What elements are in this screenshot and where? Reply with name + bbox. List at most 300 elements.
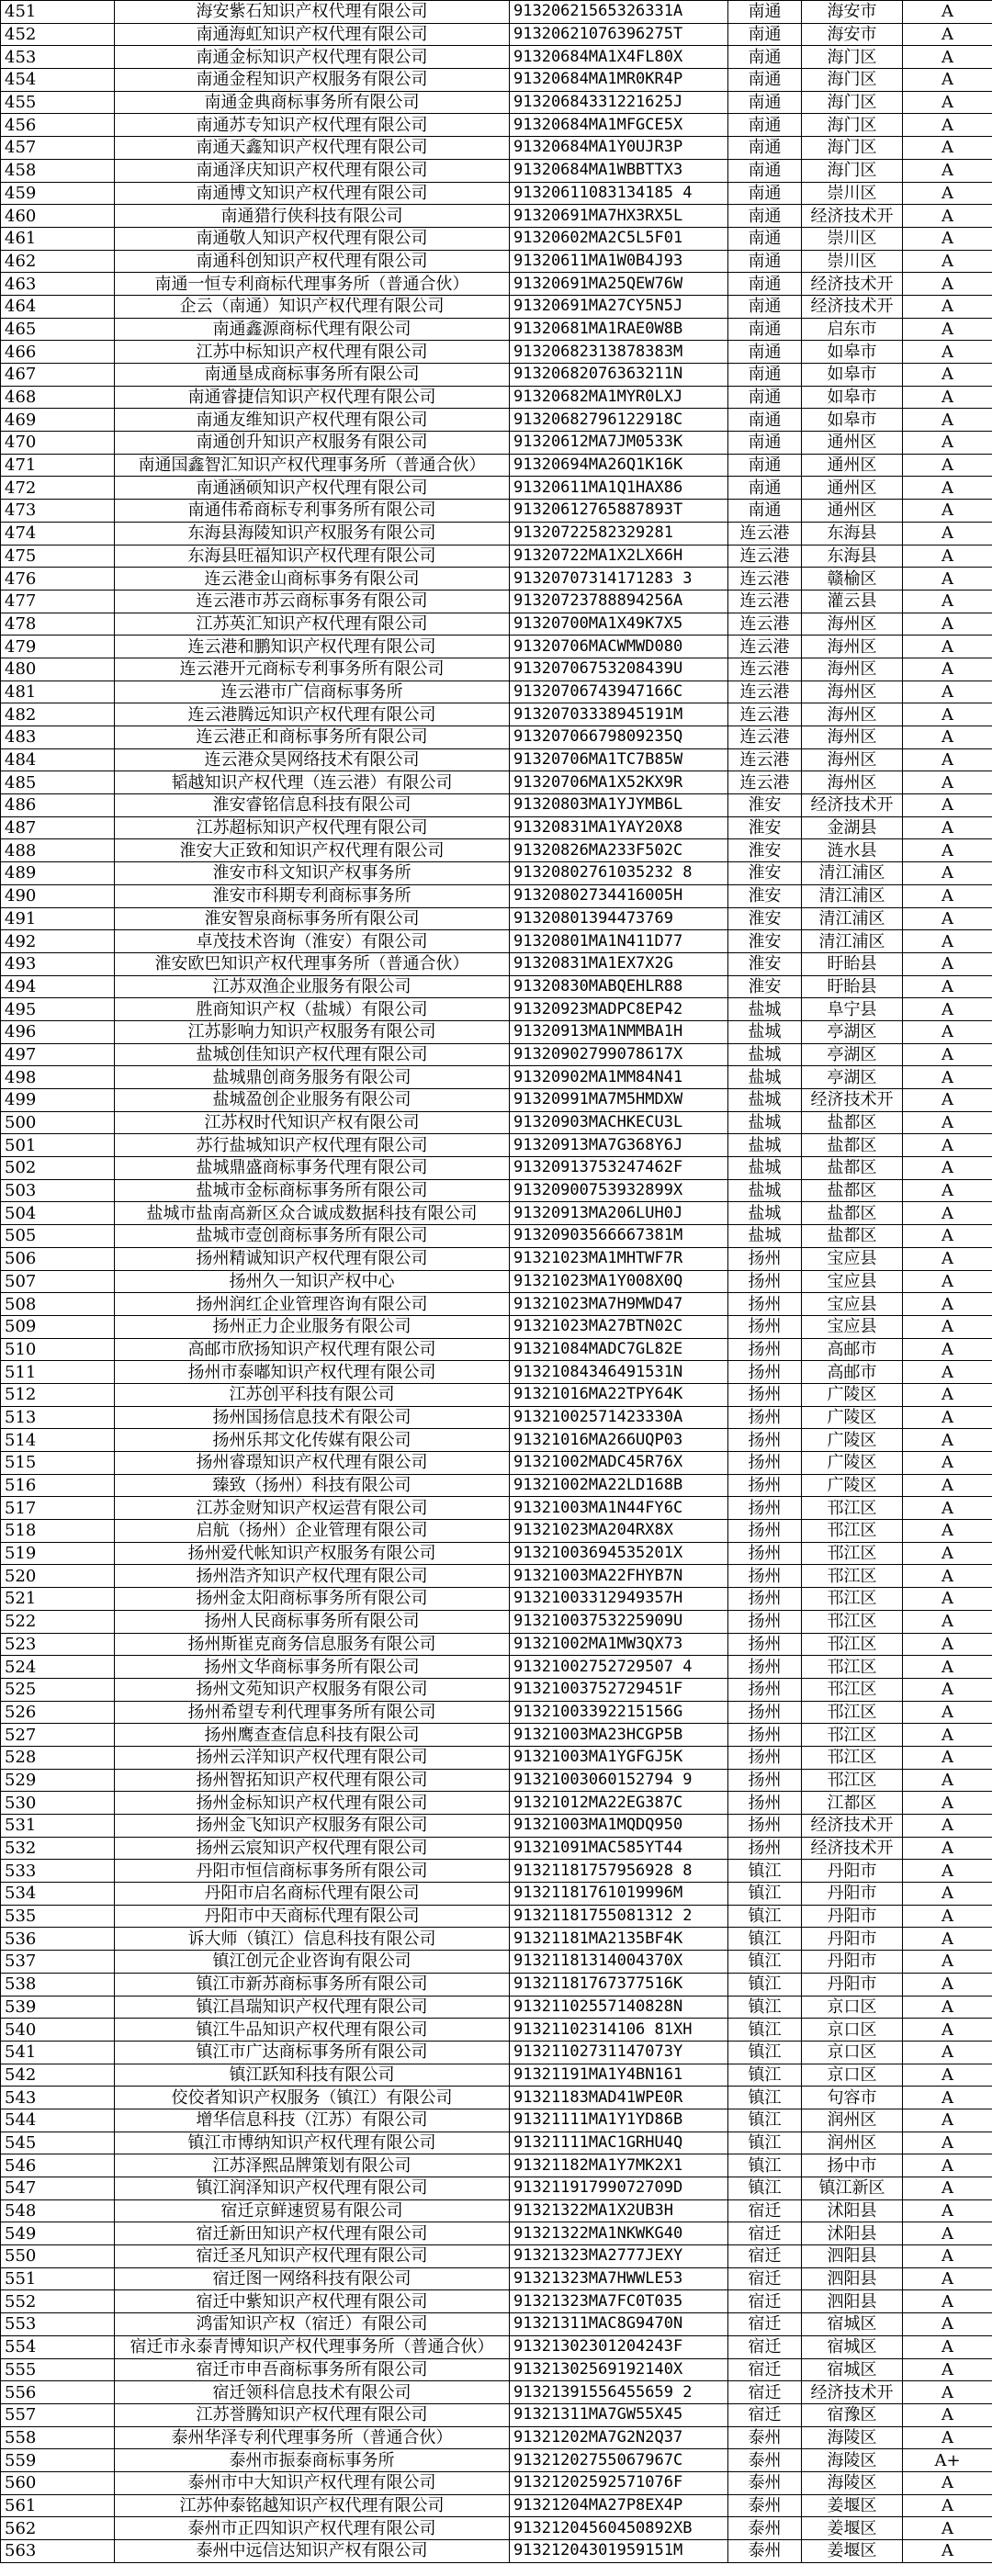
city-cell: 南通 — [728, 295, 802, 318]
row-index-cell: 531 — [1, 1815, 115, 1838]
rating-cell: A — [903, 1883, 992, 1906]
rating-cell: A — [903, 2381, 992, 2404]
table-row — [1, 1134, 992, 1157]
row-index-cell: 474 — [1, 522, 115, 545]
agency-name-cell: 盐城市金标商标事务所有限公司 — [115, 1179, 510, 1202]
table-row — [1, 273, 992, 296]
agency-name-cell: 江苏双渔企业服务有限公司 — [115, 975, 510, 998]
agency-name-cell: 盐城市壹创商标事务所有限公司 — [115, 1225, 510, 1248]
district-cell: 高邮市 — [802, 1338, 903, 1361]
table-row — [1, 1202, 992, 1225]
district-cell: 盱眙县 — [802, 952, 903, 975]
city-cell: 扬州 — [728, 1792, 802, 1815]
table-row — [1, 568, 992, 591]
city-cell: 泰州 — [728, 2517, 802, 2540]
row-index-cell: 509 — [1, 1315, 115, 1338]
district-cell: 广陵区 — [802, 1429, 903, 1452]
agency-name-cell: 连云港和鹏知识产权代理有限公司 — [115, 636, 510, 658]
agency-name-cell: 江苏誉腾知识产权代理有限公司 — [115, 2403, 510, 2426]
credit-code-cell: 91321003MA22FHYB7N — [510, 1565, 728, 1588]
rating-cell: A — [903, 2222, 992, 2245]
credit-code-cell: 91321322MA1NKWKG40 — [510, 2222, 728, 2245]
table-row — [1, 794, 992, 817]
city-cell: 镇江 — [728, 1883, 802, 1906]
row-index-cell: 553 — [1, 2313, 115, 2336]
table-row — [1, 703, 992, 726]
agency-name-cell: 宿迁市申吾商标事务所有限公司 — [115, 2358, 510, 2381]
credit-code-cell: 91320900753932899X — [510, 1179, 728, 1202]
table-row — [1, 364, 992, 387]
city-cell: 扬州 — [728, 1610, 802, 1633]
rating-cell: A — [903, 2290, 992, 2313]
row-index-cell: 479 — [1, 636, 115, 658]
district-cell: 邗江区 — [802, 1588, 903, 1611]
rating-cell: A — [903, 182, 992, 205]
row-index-cell: 533 — [1, 1860, 115, 1883]
rating-cell: A — [903, 159, 992, 182]
table-row — [1, 1043, 992, 1066]
district-cell: 邗江区 — [802, 1610, 903, 1633]
row-index-cell: 526 — [1, 1701, 115, 1724]
row-index-cell: 510 — [1, 1338, 115, 1361]
city-cell: 盐城 — [728, 1202, 802, 1225]
agency-name-cell: 连云港市广信商标事务所 — [115, 681, 510, 703]
district-cell: 经济技术开 — [802, 205, 903, 228]
city-cell: 泰州 — [728, 2426, 802, 2449]
city-cell: 南通 — [728, 341, 802, 364]
table-row — [1, 2381, 992, 2404]
row-index-cell: 549 — [1, 2222, 115, 2245]
agency-name-cell: 南通鑫源商标代理有限公司 — [115, 318, 510, 341]
table-row — [1, 1792, 992, 1815]
district-cell: 扬中市 — [802, 2154, 903, 2177]
credit-code-cell: 91320801394473769 — [510, 907, 728, 930]
rating-cell: A — [903, 2403, 992, 2426]
credit-code-cell: 91321003312949357H — [510, 1588, 728, 1611]
row-index-cell: 530 — [1, 1792, 115, 1815]
credit-code-cell: 91320684331221625J — [510, 91, 728, 114]
city-cell: 南通 — [728, 318, 802, 341]
row-index-cell: 558 — [1, 2426, 115, 2449]
district-cell: 宝应县 — [802, 1270, 903, 1293]
district-cell: 句容市 — [802, 2087, 903, 2109]
agency-name-cell: 盐城鼎盛商标事务代理有限公司 — [115, 1157, 510, 1180]
credit-code-cell: 91321023MA27BTN02C — [510, 1315, 728, 1338]
rating-cell: A — [903, 1610, 992, 1633]
city-cell: 宿迁 — [728, 2313, 802, 2336]
table-row — [1, 726, 992, 749]
rating-cell: A — [903, 2494, 992, 2517]
city-cell: 扬州 — [728, 1406, 802, 1429]
city-cell: 扬州 — [728, 1293, 802, 1316]
row-index-cell: 472 — [1, 477, 115, 500]
table-row — [1, 386, 992, 409]
table-row — [1, 454, 992, 477]
district-cell: 邗江区 — [802, 1633, 903, 1656]
city-cell: 连云港 — [728, 568, 802, 591]
city-cell: 南通 — [728, 23, 802, 46]
district-cell: 广陵区 — [802, 1383, 903, 1406]
city-cell: 盐城 — [728, 1179, 802, 1202]
table-row — [1, 658, 992, 681]
credit-code-cell: 91320682076363211N — [510, 364, 728, 387]
table-row — [1, 2199, 992, 2222]
rating-cell: A — [903, 1701, 992, 1724]
row-index-cell: 556 — [1, 2381, 115, 2404]
row-index-cell: 470 — [1, 432, 115, 455]
agency-name-cell: 宿迁新田知识产权代理有限公司 — [115, 2222, 510, 2245]
city-cell: 扬州 — [728, 1837, 802, 1860]
rating-cell: A — [903, 137, 992, 160]
district-cell: 海州区 — [802, 681, 903, 703]
city-cell: 南通 — [728, 227, 802, 250]
district-cell: 崇川区 — [802, 227, 903, 250]
row-index-cell: 542 — [1, 2064, 115, 2087]
rating-cell: A — [903, 1452, 992, 1475]
city-cell: 扬州 — [728, 1520, 802, 1543]
row-index-cell: 458 — [1, 159, 115, 182]
table-row — [1, 2471, 992, 2494]
credit-code-cell: 91320691MA7HX3RX5L — [510, 205, 728, 228]
rating-cell: A — [903, 1905, 992, 1928]
agency-name-cell: 连云港开元商标专利事务所有限公司 — [115, 658, 510, 681]
row-index-cell: 486 — [1, 794, 115, 817]
table-row — [1, 522, 992, 545]
district-cell: 沭阳县 — [802, 2222, 903, 2245]
rating-cell: A — [903, 454, 992, 477]
table-row — [1, 1565, 992, 1588]
district-cell: 亭湖区 — [802, 1043, 903, 1066]
rating-cell: A — [903, 613, 992, 636]
table-row — [1, 1338, 992, 1361]
table-row — [1, 1542, 992, 1565]
agency-name-cell: 南通泽庆知识产权代理有限公司 — [115, 159, 510, 182]
credit-code-cell: 91321181755081312 2 — [510, 1905, 728, 1928]
agency-name-cell: 江苏超标知识产权代理有限公司 — [115, 816, 510, 839]
agency-name-cell: 南通海虹知识产权代理有限公司 — [115, 23, 510, 46]
credit-code-cell: 91321202592571076F — [510, 2471, 728, 2494]
rating-cell: A — [903, 2154, 992, 2177]
rating-cell: A — [903, 2335, 992, 2358]
table-row — [1, 69, 992, 92]
row-index-cell: 529 — [1, 1769, 115, 1792]
row-index-cell: 485 — [1, 771, 115, 794]
row-index-cell: 522 — [1, 1610, 115, 1633]
city-cell: 南通 — [728, 205, 802, 228]
rating-cell: A — [903, 545, 992, 568]
agency-name-cell: 韬越知识产权代理（连云港）有限公司 — [115, 771, 510, 794]
city-cell: 南通 — [728, 182, 802, 205]
row-index-cell: 477 — [1, 590, 115, 613]
district-cell: 东海县 — [802, 522, 903, 545]
city-cell: 扬州 — [728, 1474, 802, 1497]
rating-cell: A — [903, 658, 992, 681]
credit-code-cell: 91320682313878383M — [510, 341, 728, 364]
rating-cell: A — [903, 114, 992, 137]
row-index-cell: 512 — [1, 1383, 115, 1406]
credit-code-cell: 91321023MA1Y008X0Q — [510, 1270, 728, 1293]
row-index-cell: 504 — [1, 1202, 115, 1225]
city-cell: 南通 — [728, 46, 802, 69]
city-cell: 泰州 — [728, 2494, 802, 2517]
city-cell: 连云港 — [728, 636, 802, 658]
city-cell: 宿迁 — [728, 2358, 802, 2381]
row-index-cell: 459 — [1, 182, 115, 205]
city-cell: 扬州 — [728, 1452, 802, 1475]
district-cell: 亭湖区 — [802, 1020, 903, 1043]
credit-code-cell: 91320706MA1TC7B85W — [510, 748, 728, 771]
credit-code-cell: 91320611MA1Q1HAX86 — [510, 477, 728, 500]
district-cell: 泗阳县 — [802, 2267, 903, 2290]
city-cell: 淮安 — [728, 862, 802, 885]
agency-name-cell: 泰州市中大知识产权代理有限公司 — [115, 2471, 510, 2494]
credit-code-cell: 91320831MA1YAY20X8 — [510, 816, 728, 839]
rating-cell: A — [903, 1724, 992, 1747]
district-cell: 清江浦区 — [802, 884, 903, 907]
district-cell: 海州区 — [802, 726, 903, 749]
credit-code-cell: 91320706MACWMWD080 — [510, 636, 728, 658]
row-index-cell: 537 — [1, 1951, 115, 1974]
district-cell: 姜堰区 — [802, 2494, 903, 2517]
agency-name-cell: 镇江市博纳知识产权代理有限公司 — [115, 2132, 510, 2154]
agency-name-cell: 连云港腾远知识产权代理有限公司 — [115, 703, 510, 726]
agency-name-cell: 宿迁圣凡知识产权代理有限公司 — [115, 2245, 510, 2268]
district-cell: 泗阳县 — [802, 2290, 903, 2313]
credit-code-cell: 91320700MA1X49K7X5 — [510, 613, 728, 636]
table-row — [1, 2540, 992, 2563]
district-cell: 邗江区 — [802, 1746, 903, 1769]
credit-code-cell: 91320682796122918C — [510, 409, 728, 432]
credit-code-cell: 91321002571423330A — [510, 1406, 728, 1429]
table-row — [1, 2358, 992, 2381]
row-index-cell: 482 — [1, 703, 115, 726]
credit-code-cell: 91321012MA22EG387C — [510, 1792, 728, 1815]
table-row — [1, 1883, 992, 1906]
rating-cell: A — [903, 341, 992, 364]
rating-cell: A — [903, 432, 992, 455]
district-cell: 海州区 — [802, 636, 903, 658]
city-cell: 泰州 — [728, 2449, 802, 2472]
city-cell: 连云港 — [728, 522, 802, 545]
row-index-cell: 559 — [1, 2449, 115, 2472]
row-index-cell: 469 — [1, 409, 115, 432]
city-cell: 扬州 — [728, 1588, 802, 1611]
agency-name-cell: 江苏英汇知识产权代理有限公司 — [115, 613, 510, 636]
row-index-cell: 481 — [1, 681, 115, 703]
agency-name-cell: 泰州市正四知识产权代理有限公司 — [115, 2517, 510, 2540]
agency-name-cell: 扬州久一知识产权中心 — [115, 1270, 510, 1293]
agency-name-cell: 苏行盐城知识产权代理有限公司 — [115, 1134, 510, 1157]
rating-cell: A — [903, 2064, 992, 2087]
row-index-cell: 493 — [1, 952, 115, 975]
table-row — [1, 1769, 992, 1792]
district-cell: 如皋市 — [802, 341, 903, 364]
rating-cell: A — [903, 1951, 992, 1974]
city-cell: 南通 — [728, 364, 802, 387]
city-cell: 淮安 — [728, 907, 802, 930]
row-index-cell: 524 — [1, 1656, 115, 1679]
row-index-cell: 508 — [1, 1293, 115, 1316]
rating-cell: A — [903, 1293, 992, 1316]
table-row — [1, 1315, 992, 1338]
credit-code-cell: 91321323MA7FC0T035 — [510, 2290, 728, 2313]
rating-cell: A — [903, 681, 992, 703]
city-cell: 盐城 — [728, 1111, 802, 1134]
table-row — [1, 1497, 992, 1520]
table-row — [1, 2494, 992, 2517]
rating-cell: A — [903, 1815, 992, 1838]
credit-code-cell: 91321003MA1MQDQ950 — [510, 1815, 728, 1838]
district-cell: 润州区 — [802, 2132, 903, 2154]
agency-name-cell: 连云港正和商标事务所有限公司 — [115, 726, 510, 749]
credit-code-cell: 91321023MA204RX8X — [510, 1520, 728, 1543]
city-cell: 镇江 — [728, 1905, 802, 1928]
credit-code-cell: 91320802734416005H — [510, 884, 728, 907]
district-cell: 灌云县 — [802, 590, 903, 613]
row-index-cell: 490 — [1, 884, 115, 907]
rating-cell: A — [903, 884, 992, 907]
table-row — [1, 952, 992, 975]
credit-code-cell: 91320602MA2C5L5F01 — [510, 227, 728, 250]
credit-code-cell: 91321183MAD41WPE0R — [510, 2087, 728, 2109]
credit-code-cell: 91321084346491531N — [510, 1361, 728, 1384]
rating-cell: A — [903, 318, 992, 341]
agency-name-cell: 企云（南通）知识产权代理有限公司 — [115, 295, 510, 318]
city-cell: 扬州 — [728, 1542, 802, 1565]
credit-code-cell: 91321023MA7H9MWD47 — [510, 1293, 728, 1316]
city-cell: 扬州 — [728, 1724, 802, 1747]
table-row — [1, 2154, 992, 2177]
rating-cell: A — [903, 2087, 992, 2109]
city-cell: 南通 — [728, 1, 802, 24]
district-cell: 涟水县 — [802, 839, 903, 862]
table-row — [1, 1474, 992, 1497]
agency-name-cell: 南通创升知识产权服务有限公司 — [115, 432, 510, 455]
agency-name-cell: 镇江牛品知识产权代理有限公司 — [115, 2019, 510, 2042]
table-row — [1, 2041, 992, 2064]
district-cell: 通州区 — [802, 432, 903, 455]
rating-cell: A — [903, 1497, 992, 1520]
district-cell: 京口区 — [802, 2041, 903, 2064]
district-cell: 海州区 — [802, 658, 903, 681]
credit-code-cell: 91321191MA1Y4BN161 — [510, 2064, 728, 2087]
rating-cell: A — [903, 1746, 992, 1769]
rating-cell: A — [903, 816, 992, 839]
agency-name-cell: 盐城创佳知识产权代理有限公司 — [115, 1043, 510, 1066]
rating-cell: A — [903, 839, 992, 862]
rating-cell: A — [903, 1996, 992, 2019]
district-cell: 江都区 — [802, 1792, 903, 1815]
credit-code-cell: 91321003MA1N44FY6C — [510, 1497, 728, 1520]
city-cell: 盐城 — [728, 1066, 802, 1089]
table-row — [1, 46, 992, 69]
district-cell: 盐都区 — [802, 1179, 903, 1202]
row-index-cell: 527 — [1, 1724, 115, 1747]
row-index-cell: 523 — [1, 1633, 115, 1656]
agency-name-cell: 扬州云洋知识产权代理有限公司 — [115, 1746, 510, 1769]
rating-cell: A — [903, 250, 992, 273]
credit-code-cell: 91321003752729451F — [510, 1678, 728, 1701]
credit-code-cell: 91321302569192140X — [510, 2358, 728, 2381]
credit-code-cell: 91320826MA233F502C — [510, 839, 728, 862]
credit-code-cell: 91320681MA1RAE0W8B — [510, 318, 728, 341]
table-row — [1, 907, 992, 930]
credit-code-cell: 91320612765887893T — [510, 500, 728, 523]
credit-code-cell: 91321311MAC8G9470N — [510, 2313, 728, 2336]
agency-name-cell: 南通金典商标事务所有限公司 — [115, 91, 510, 114]
district-cell: 通州区 — [802, 477, 903, 500]
row-index-cell: 561 — [1, 2494, 115, 2517]
agency-name-cell: 扬州人民商标事务所有限公司 — [115, 1610, 510, 1633]
credit-code-cell: 91320611083134185 4 — [510, 182, 728, 205]
rating-cell: A — [903, 952, 992, 975]
rating-cell: A — [903, 1043, 992, 1066]
credit-code-cell: 91321003MA1YGFGJ5K — [510, 1746, 728, 1769]
row-index-cell: 499 — [1, 1089, 115, 1112]
city-cell: 连云港 — [728, 613, 802, 636]
table-row — [1, 1270, 992, 1293]
agency-name-cell: 丹阳市恒信商标事务所有限公司 — [115, 1860, 510, 1883]
rating-cell: A — [903, 1270, 992, 1293]
district-cell: 海州区 — [802, 613, 903, 636]
credit-code-cell: 91320684MA1WBBTTX3 — [510, 159, 728, 182]
table-row — [1, 681, 992, 703]
agency-name-cell: 诉大师（镇江）信息科技有限公司 — [115, 1928, 510, 1951]
credit-code-cell: 91320723788894256A — [510, 590, 728, 613]
row-index-cell: 554 — [1, 2335, 115, 2358]
table-row — [1, 1089, 992, 1112]
city-cell: 连云港 — [728, 681, 802, 703]
table-row — [1, 1361, 992, 1384]
agency-name-cell: 卓茂技术咨询（淮安）有限公司 — [115, 930, 510, 953]
row-index-cell: 484 — [1, 748, 115, 771]
district-cell: 宝应县 — [802, 1293, 903, 1316]
rating-cell: A — [903, 1157, 992, 1180]
table-row — [1, 1724, 992, 1747]
table-row — [1, 1111, 992, 1134]
rating-cell: A — [903, 1678, 992, 1701]
credit-code-cell: 91320903566667381M — [510, 1225, 728, 1248]
rating-cell: A — [903, 1474, 992, 1497]
row-index-cell: 476 — [1, 568, 115, 591]
district-cell: 经济技术开 — [802, 295, 903, 318]
agency-name-cell: 南通天鑫知识产权代理有限公司 — [115, 137, 510, 160]
row-index-cell: 460 — [1, 205, 115, 228]
city-cell: 盐城 — [728, 998, 802, 1021]
agency-name-cell: 宿迁京鲜速贸易有限公司 — [115, 2199, 510, 2222]
agency-name-cell: 江苏泽熙品牌策划有限公司 — [115, 2154, 510, 2177]
agency-name-cell: 江苏仲泰铭越知识产权代理有限公司 — [115, 2494, 510, 2517]
agency-name-cell: 高邮市欣扬知识产权代理有限公司 — [115, 1338, 510, 1361]
table-row — [1, 1452, 992, 1475]
table-row — [1, 2019, 992, 2042]
agency-name-cell: 盐城盈创企业服务有限公司 — [115, 1089, 510, 1112]
row-index-cell: 540 — [1, 2019, 115, 2042]
credit-code-cell: 91321181314004370X — [510, 1951, 728, 1974]
row-index-cell: 494 — [1, 975, 115, 998]
credit-code-cell: 91320691MA25QEW76W — [510, 273, 728, 296]
credit-code-cell: 91321002752729507 4 — [510, 1656, 728, 1679]
agency-name-cell: 扬州智拓知识产权代理有限公司 — [115, 1769, 510, 1792]
credit-code-cell: 91320684MA1Y0UJR3P — [510, 137, 728, 160]
row-index-cell: 495 — [1, 998, 115, 1021]
district-cell: 邗江区 — [802, 1701, 903, 1724]
rating-cell: A — [903, 1089, 992, 1112]
table-row — [1, 2109, 992, 2132]
city-cell: 连云港 — [728, 545, 802, 568]
credit-code-cell: 91320706679809235Q — [510, 726, 728, 749]
row-index-cell: 511 — [1, 1361, 115, 1384]
